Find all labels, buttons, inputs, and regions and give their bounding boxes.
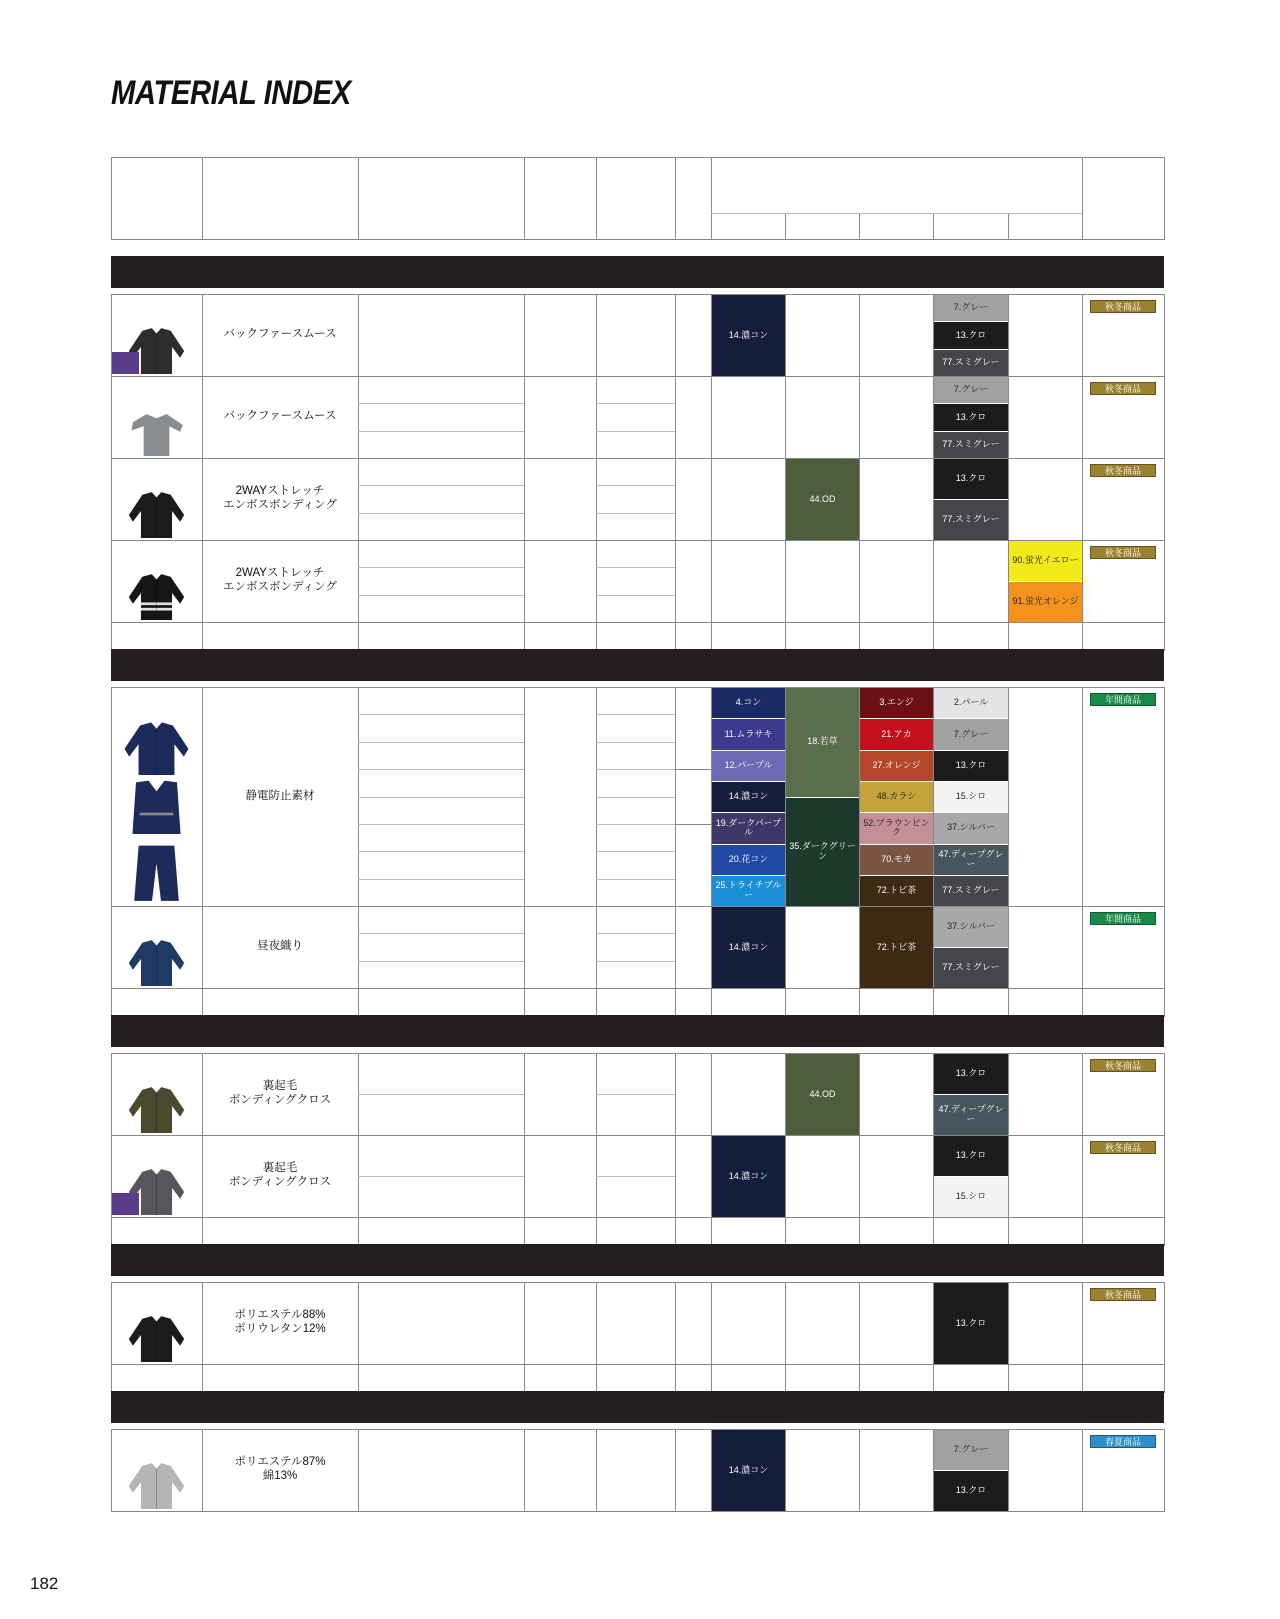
material-name: バックファースムース — [223, 328, 337, 341]
feature-tag: 秋冬商品 — [1090, 464, 1156, 477]
divider-line — [675, 622, 676, 650]
divider-line — [1008, 376, 1009, 458]
material-name: 静電防止素材 — [245, 789, 315, 802]
divider-line — [859, 1053, 860, 1135]
divider-line — [785, 906, 786, 988]
divider-line — [1164, 1135, 1165, 1217]
divider-line — [358, 1364, 359, 1392]
divider-line — [785, 988, 786, 1016]
header-material — [202, 157, 358, 239]
color-swatch: 14.濃コン — [712, 295, 785, 376]
item-name — [358, 595, 524, 622]
color-swatch: 47.ディープグレー — [934, 845, 1008, 875]
color-swatch: 77.スミグレー — [934, 948, 1008, 988]
color-swatch: 13.クロ — [934, 404, 1008, 430]
silhouette — [524, 687, 596, 906]
silhouette — [524, 1429, 596, 1511]
divider-line — [1082, 1217, 1083, 1245]
item-name — [358, 742, 524, 769]
color-swatch: 3.エンジ — [860, 688, 933, 718]
new-badge — [112, 1193, 139, 1215]
page-number: 182 — [30, 1574, 59, 1593]
color-swatch: 44.OD — [786, 1054, 859, 1135]
page-ref — [675, 1053, 711, 1135]
divider-line — [1008, 906, 1009, 988]
divider-line — [111, 622, 112, 650]
divider-line — [1082, 1282, 1083, 1364]
divider-line — [785, 1282, 786, 1364]
material-name: ポリエステル87% 綿13% — [234, 1456, 326, 1482]
silhouette — [524, 1053, 596, 1135]
divider-line — [111, 1217, 112, 1245]
divider-line — [711, 1364, 712, 1392]
item-price — [596, 824, 675, 851]
divider-line — [711, 376, 712, 458]
divider-line — [1164, 1364, 1165, 1392]
divider-line — [711, 1217, 712, 1245]
color-swatch: 25.トライチブルー — [712, 876, 785, 906]
item-name — [358, 1053, 524, 1094]
color-swatch: 13.クロ — [934, 751, 1008, 781]
header-feature — [1082, 157, 1164, 239]
item-price — [596, 1135, 675, 1176]
divider-line — [358, 622, 359, 650]
divider-line — [1082, 1135, 1083, 1217]
color-swatch: 77.スミグレー — [934, 432, 1008, 458]
divider-line — [1008, 458, 1009, 540]
divider-line — [785, 540, 786, 622]
divider-line — [111, 540, 112, 622]
color-swatch: 13.クロ — [934, 1471, 1008, 1511]
divider-line — [859, 1282, 860, 1364]
divider-line — [1008, 294, 1009, 376]
feature-tag: 春夏商品 — [1090, 1435, 1156, 1448]
divider-line — [1082, 687, 1083, 906]
item-name — [358, 851, 524, 878]
divider-line — [785, 1364, 786, 1392]
color-swatch: 14.濃コン — [712, 782, 785, 812]
divider-line — [202, 1364, 203, 1392]
divider-line — [1164, 157, 1165, 239]
section-band — [111, 256, 1164, 288]
feature-tag: 秋冬商品 — [1090, 1288, 1156, 1301]
divider-line — [358, 988, 359, 1016]
item-price — [596, 879, 675, 906]
color-swatch: 13.クロ — [934, 1283, 1008, 1364]
divider-line — [785, 622, 786, 650]
divider-line — [596, 988, 597, 1016]
color-swatch: 77.スミグレー — [934, 500, 1008, 540]
section-band — [111, 1391, 1164, 1423]
page-ref — [675, 906, 711, 988]
page-ref — [675, 1429, 711, 1511]
divider-line — [711, 458, 712, 540]
color-swatch: 14.濃コン — [712, 907, 785, 988]
color-swatch: 11.ムラサキ — [712, 719, 785, 749]
item-price — [596, 1429, 675, 1511]
item-price — [596, 403, 675, 430]
material-name: 2WAYストレッチ エンボスボンディング — [223, 485, 337, 511]
item-name — [358, 879, 524, 906]
item-name — [358, 687, 524, 714]
color-swatch: 48.カラシ — [860, 782, 933, 812]
divider-line — [675, 1364, 676, 1392]
header-color — [711, 157, 1082, 213]
material-name: 2WAYストレッチ エンボスボンディング — [223, 567, 337, 593]
silhouette — [524, 906, 596, 988]
page-ref — [675, 824, 711, 906]
page-title: MATERIAL INDEX — [111, 74, 351, 112]
divider-line — [859, 540, 860, 622]
item-name — [358, 403, 524, 430]
divider-line — [1082, 540, 1083, 622]
item-name — [358, 540, 524, 567]
divider-line — [675, 988, 676, 1016]
item-price — [596, 513, 675, 540]
color-swatch: 4.コン — [712, 688, 785, 718]
header-color-beige — [859, 213, 933, 239]
divider-line — [1008, 1429, 1009, 1511]
item-name — [358, 458, 524, 485]
divider-line — [859, 988, 860, 1016]
divider-line — [596, 1217, 597, 1245]
feature-tag: 秋冬商品 — [1090, 382, 1156, 395]
divider-line — [1164, 1217, 1165, 1245]
new-badge — [112, 352, 139, 374]
divider-line — [1082, 1429, 1083, 1511]
divider-line — [1082, 622, 1083, 650]
divider-line — [1164, 1429, 1165, 1511]
divider-line — [933, 540, 934, 622]
color-swatch: 37.シルバー — [934, 813, 1008, 843]
divider-line — [675, 824, 711, 825]
color-swatch: 21.アカ — [860, 719, 933, 749]
divider-line — [675, 1217, 676, 1245]
color-swatch: 7.グレー — [934, 377, 1008, 403]
item-name — [358, 961, 524, 988]
divider-line — [1008, 1217, 1009, 1245]
divider-line — [1082, 1053, 1083, 1135]
color-swatch: 77.スミグレー — [934, 350, 1008, 376]
divider-line — [1164, 294, 1165, 376]
color-swatch: 7.グレー — [934, 719, 1008, 749]
material-name: 裏起毛 ボンディングクロス — [228, 1080, 332, 1106]
item-name — [358, 431, 524, 458]
divider-line — [202, 988, 203, 1016]
item-name — [358, 824, 524, 851]
feature-tag: 秋冬商品 — [1090, 300, 1156, 313]
item-name — [358, 906, 524, 933]
page-ref — [675, 376, 711, 458]
color-swatch: 19.ダークパープル — [712, 813, 785, 843]
product-photo — [114, 842, 199, 904]
item-price — [596, 595, 675, 622]
color-swatch: 13.クロ — [934, 1136, 1008, 1176]
item-name — [358, 294, 524, 376]
color-swatch: 91.蛍光オレンジ — [1009, 582, 1082, 622]
product-photo — [114, 713, 199, 775]
divider-line — [524, 1217, 525, 1245]
color-swatch: 37.シルバー — [934, 907, 1008, 947]
color-swatch: 44.OD — [786, 459, 859, 540]
divider-line — [1164, 540, 1165, 622]
color-swatch: 77.スミグレー — [934, 876, 1008, 906]
item-price — [596, 376, 675, 403]
silhouette — [524, 294, 596, 376]
divider-line — [1008, 988, 1009, 1016]
divider-line — [711, 540, 712, 622]
header-color-green — [785, 213, 859, 239]
divider-line — [111, 1364, 1165, 1365]
product-photo — [114, 1079, 199, 1133]
item-price — [596, 851, 675, 878]
product-photo — [114, 1308, 199, 1362]
material-name: 裏起毛 ボンディングクロス — [228, 1162, 332, 1188]
color-swatch: 12.パープル — [712, 751, 785, 781]
product-photo — [114, 566, 199, 620]
divider-line — [785, 1217, 786, 1245]
divider-line — [933, 1217, 934, 1245]
divider-line — [202, 622, 203, 650]
divider-line — [1082, 294, 1083, 376]
divider-line — [859, 458, 860, 540]
color-swatch: 14.濃コン — [712, 1136, 785, 1217]
divider-line — [933, 1364, 934, 1392]
item-price — [596, 714, 675, 741]
divider-line — [358, 1217, 359, 1245]
section-band — [111, 1015, 1164, 1047]
item-price — [596, 540, 675, 567]
page-ref — [675, 687, 711, 769]
color-swatch: 72.トビ茶 — [860, 907, 933, 988]
divider-line — [1164, 906, 1165, 988]
section-band — [111, 649, 1164, 681]
silhouette — [524, 458, 596, 540]
divider-line — [1008, 1282, 1009, 1364]
item-name — [358, 1282, 524, 1364]
material-name: バックファースムース — [223, 410, 337, 423]
color-swatch: 7.グレー — [934, 1430, 1008, 1470]
item-price — [596, 906, 675, 933]
color-swatch: 20.花コン — [712, 845, 785, 875]
divider-line — [1164, 1053, 1165, 1135]
item-price — [596, 458, 675, 485]
header-color-blue — [711, 213, 785, 239]
item-price — [596, 294, 675, 376]
silhouette — [524, 376, 596, 458]
divider-line — [111, 1282, 112, 1364]
divider-line — [859, 1217, 860, 1245]
item-price — [596, 742, 675, 769]
divider-line — [111, 988, 112, 1016]
header-color-mono — [933, 213, 1008, 239]
divider-line — [111, 622, 1165, 623]
silhouette — [524, 1282, 596, 1364]
divider-line — [675, 769, 711, 770]
color-swatch: 27.オレンジ — [860, 751, 933, 781]
color-swatch: 90.蛍光イエロー — [1009, 541, 1082, 581]
material-name: ポリエステル88% ポリウレタン12% — [234, 1309, 326, 1335]
item-name — [358, 567, 524, 594]
silhouette — [524, 1135, 596, 1217]
divider-line — [111, 458, 112, 540]
divider-line — [711, 1053, 712, 1135]
divider-line — [933, 988, 934, 1016]
divider-line — [1008, 622, 1009, 650]
header-color-other — [1008, 213, 1082, 239]
header-series — [111, 157, 202, 239]
item-price — [596, 797, 675, 824]
divider-line — [596, 622, 597, 650]
page-ref — [675, 769, 711, 824]
divider-line — [111, 906, 112, 988]
header-price — [596, 157, 675, 239]
divider-line — [1164, 988, 1165, 1016]
page-ref — [675, 294, 711, 376]
color-swatch: 14.濃コン — [712, 1430, 785, 1511]
product-photo — [114, 402, 199, 456]
page-ref — [675, 1282, 711, 1364]
item-price — [596, 485, 675, 512]
divider-line — [1008, 1053, 1009, 1135]
color-swatch: 47.ディープグレー — [934, 1095, 1008, 1135]
divider-line — [1008, 687, 1009, 906]
divider-line — [1164, 458, 1165, 540]
divider-line — [1082, 988, 1083, 1016]
divider-line — [785, 1429, 786, 1511]
item-name — [358, 933, 524, 960]
divider-line — [111, 1364, 112, 1392]
item-name — [358, 1429, 524, 1511]
divider-line — [111, 1511, 1165, 1512]
feature-tag: 秋冬商品 — [1090, 1141, 1156, 1154]
color-swatch: 7.グレー — [934, 295, 1008, 321]
color-swatch: 13.クロ — [934, 322, 1008, 348]
item-name — [358, 485, 524, 512]
item-name — [358, 376, 524, 403]
silhouette — [524, 540, 596, 622]
feature-tag: 秋冬商品 — [1090, 546, 1156, 559]
material-name: 昼夜織り — [257, 940, 303, 953]
item-price — [596, 431, 675, 458]
divider-line — [111, 988, 1165, 989]
divider-line — [785, 376, 786, 458]
divider-line — [1082, 906, 1083, 988]
feature-tag: 年間商品 — [1090, 693, 1156, 706]
header-silhouette — [524, 157, 596, 239]
product-photo — [114, 484, 199, 538]
color-swatch: 15.シロ — [934, 1177, 1008, 1217]
page-ref — [675, 1176, 711, 1217]
divider-line — [1164, 376, 1165, 458]
divider-line — [711, 622, 712, 650]
item-price — [596, 1176, 675, 1217]
feature-tag: 秋冬商品 — [1090, 1059, 1156, 1072]
item-name — [358, 1094, 524, 1135]
divider-line — [785, 294, 786, 376]
page-ref — [675, 458, 711, 540]
item-name — [358, 797, 524, 824]
divider-line — [711, 988, 712, 1016]
divider-line — [111, 687, 112, 906]
divider-line — [1082, 376, 1083, 458]
header-item — [358, 157, 524, 239]
item-price — [596, 567, 675, 594]
color-swatch: 72.トビ茶 — [860, 876, 933, 906]
header-page — [675, 157, 711, 239]
page-ref — [675, 540, 711, 622]
color-swatch: 35.ダークグリーン — [786, 798, 859, 907]
color-swatch: 70.モカ — [860, 845, 933, 875]
item-name — [358, 513, 524, 540]
divider-line — [1082, 458, 1083, 540]
item-price — [596, 1282, 675, 1364]
divider-line — [859, 294, 860, 376]
color-swatch: 18.若草 — [786, 688, 859, 797]
color-swatch: 52.ブラウンピンク — [860, 813, 933, 843]
divider-line — [596, 1364, 597, 1392]
divider-line — [711, 1282, 712, 1364]
item-price — [596, 1094, 675, 1135]
feature-tag: 年間商品 — [1090, 912, 1156, 925]
divider-line — [859, 1364, 860, 1392]
divider-line — [785, 1135, 786, 1217]
divider-line — [859, 1135, 860, 1217]
color-swatch: 13.クロ — [934, 1054, 1008, 1094]
item-price — [596, 687, 675, 714]
divider-line — [524, 1364, 525, 1392]
section-band — [111, 1244, 1164, 1276]
divider-line — [524, 622, 525, 650]
page-ref — [675, 1135, 711, 1176]
divider-line — [859, 376, 860, 458]
color-swatch: 15.シロ — [934, 782, 1008, 812]
color-swatch: 13.クロ — [934, 459, 1008, 499]
divider-line — [524, 988, 525, 1016]
item-name — [358, 1135, 524, 1176]
divider-line — [859, 1429, 860, 1511]
divider-line — [1164, 622, 1165, 650]
divider-line — [1082, 1364, 1083, 1392]
item-price — [596, 1053, 675, 1094]
item-name — [358, 769, 524, 796]
divider-line — [111, 1217, 1165, 1218]
item-price — [596, 769, 675, 796]
divider-line — [1008, 1364, 1009, 1392]
divider-line — [111, 376, 112, 458]
item-name — [358, 1176, 524, 1217]
divider-line — [111, 239, 1165, 240]
product-photo — [114, 1455, 199, 1509]
divider-line — [202, 1217, 203, 1245]
divider-line — [1008, 1135, 1009, 1217]
item-price — [596, 933, 675, 960]
divider-line — [933, 622, 934, 650]
divider-line — [111, 1429, 112, 1511]
item-price — [596, 961, 675, 988]
divider-line — [1164, 1282, 1165, 1364]
product-photo — [114, 777, 199, 839]
color-swatch: 2.パール — [934, 688, 1008, 718]
divider-line — [1164, 687, 1165, 906]
divider-line — [859, 622, 860, 650]
item-name — [358, 714, 524, 741]
product-photo — [114, 932, 199, 986]
divider-line — [111, 1053, 112, 1135]
